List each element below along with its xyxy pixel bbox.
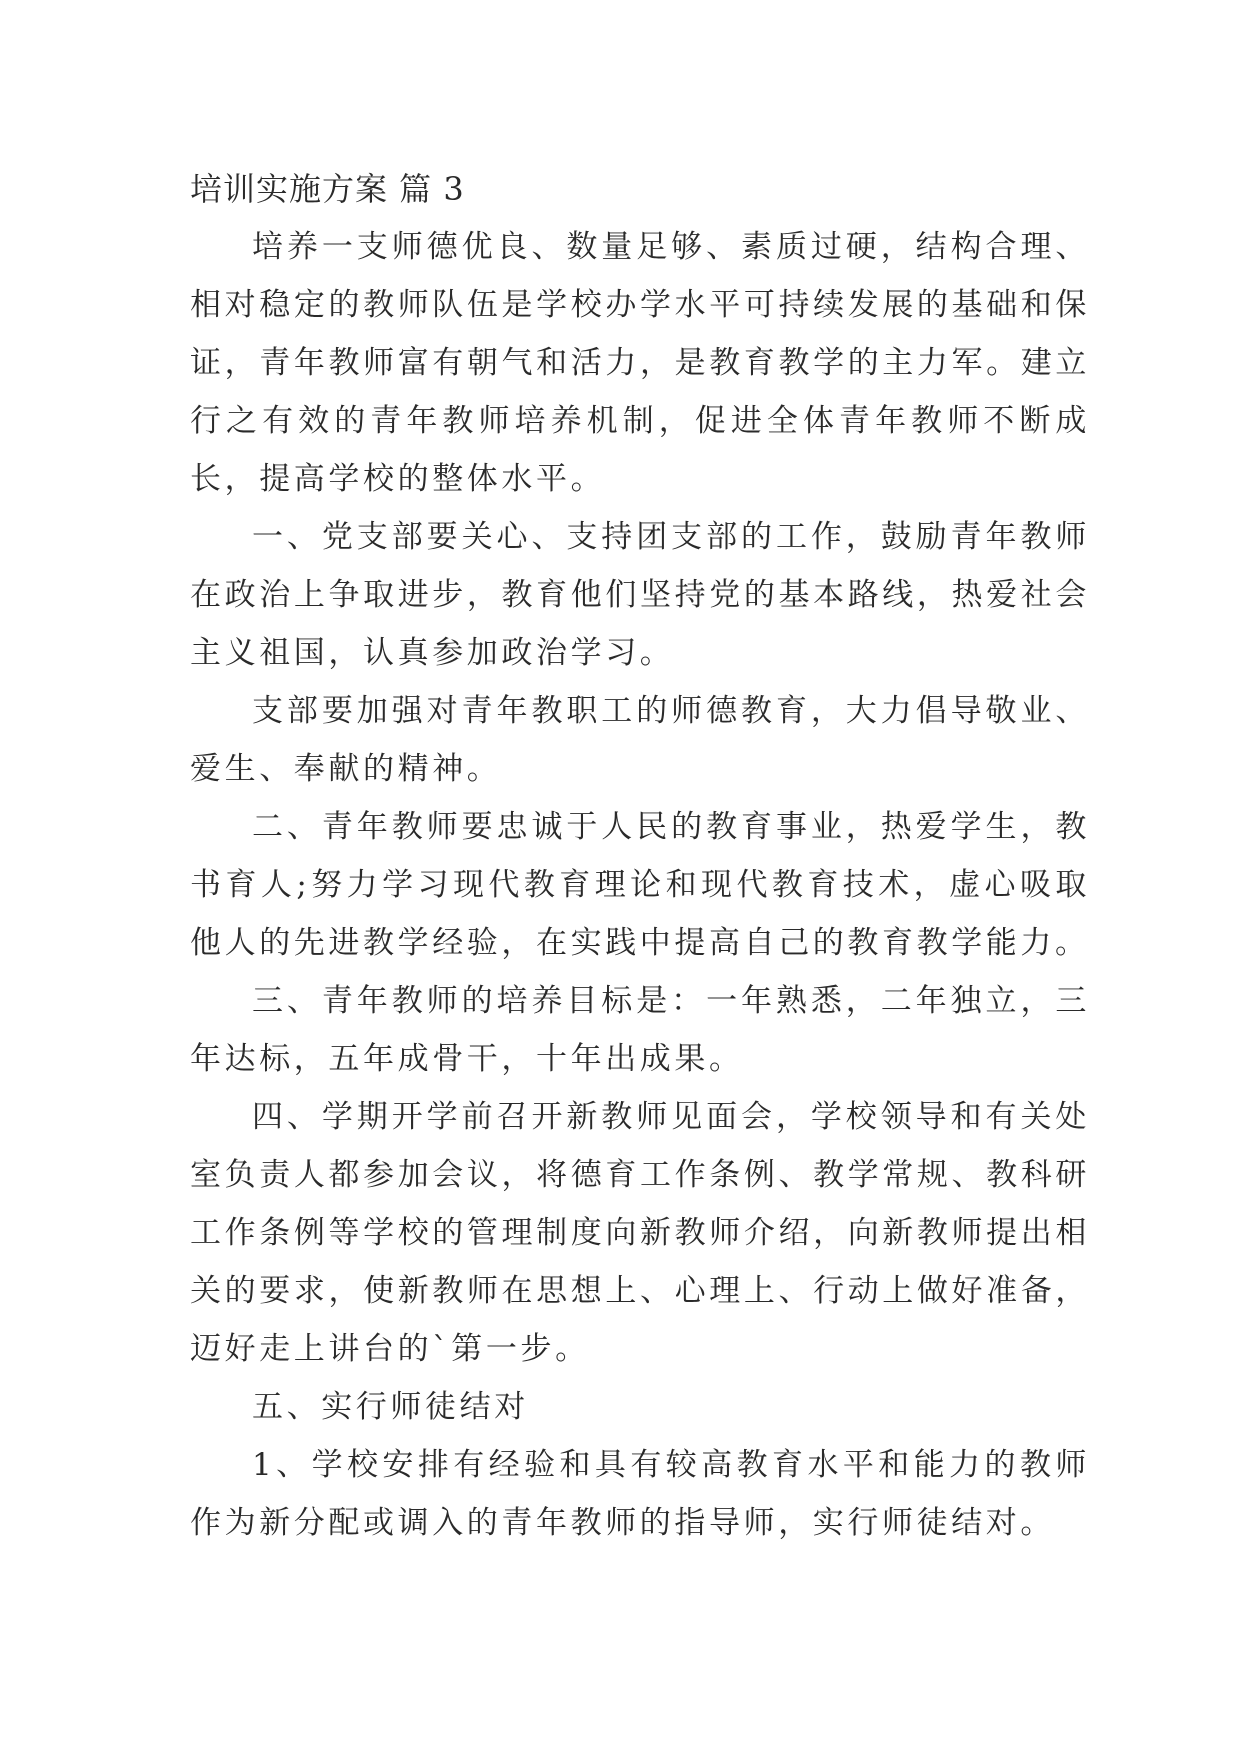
- paragraph-item-5-heading: 五、实行师徒结对: [252, 1389, 529, 1425]
- paragraph-item-4: 四、学期开学前召开新教师见面会，学校领导和有关处室负责人都参加会议，将德育工作条例、教学常规、教科研工作条例等学校的管理制度向新教师介绍，向新教师提出相关的要求，使新教师在思想上、心理上、行动上做好准备，迈好走上讲台的`第一步。: [190, 1099, 1090, 1367]
- paragraph-item-5-1: 1、学校安排有经验和具有较高教育水平和能力的教师作为新分配或调入的青年教师的指导师，实行师徒结对。: [190, 1447, 1090, 1541]
- paragraph-item-3: 三、青年教师的培养目标是：一年熟悉，二年独立，三年达标，五年成骨干，十年出成果。: [190, 983, 1090, 1077]
- paragraph-item-1: 一、党支部要关心、支持团支部的工作，鼓励青年教师在政治上争取进步，教育他们坚持党的基本路线，热爱社会主义祖国，认真参加政治学习。: [190, 519, 1090, 671]
- document-body: [190, 160, 1090, 1552]
- paragraph-item-1-supplement: 支部要加强对青年教职工的师德教育，大力倡导敬业、爱生、奉献的精神。: [190, 693, 1090, 787]
- paragraph-item-2: 二、青年教师要忠诚于人民的教育事业，热爱学生，教书育人;努力学习现代教育理论和现代教育技术，虚心吸取他人的先进教学经验，在实践中提高自己的教育教学能力。: [190, 809, 1090, 961]
- paragraph-intro: 培养一支师德优良、数量足够、素质过硬，结构合理、相对稳定的教师队伍是学校办学水平可持续发展的基础和保证，青年教师富有朝气和活力，是教育教学的主力军。建立行之有效的青年教师培养机制，促进全体青年教师不断成长，提高学校的整体水平。: [190, 229, 1090, 497]
- document-title: 培训实施方案 篇 3: [190, 170, 465, 208]
